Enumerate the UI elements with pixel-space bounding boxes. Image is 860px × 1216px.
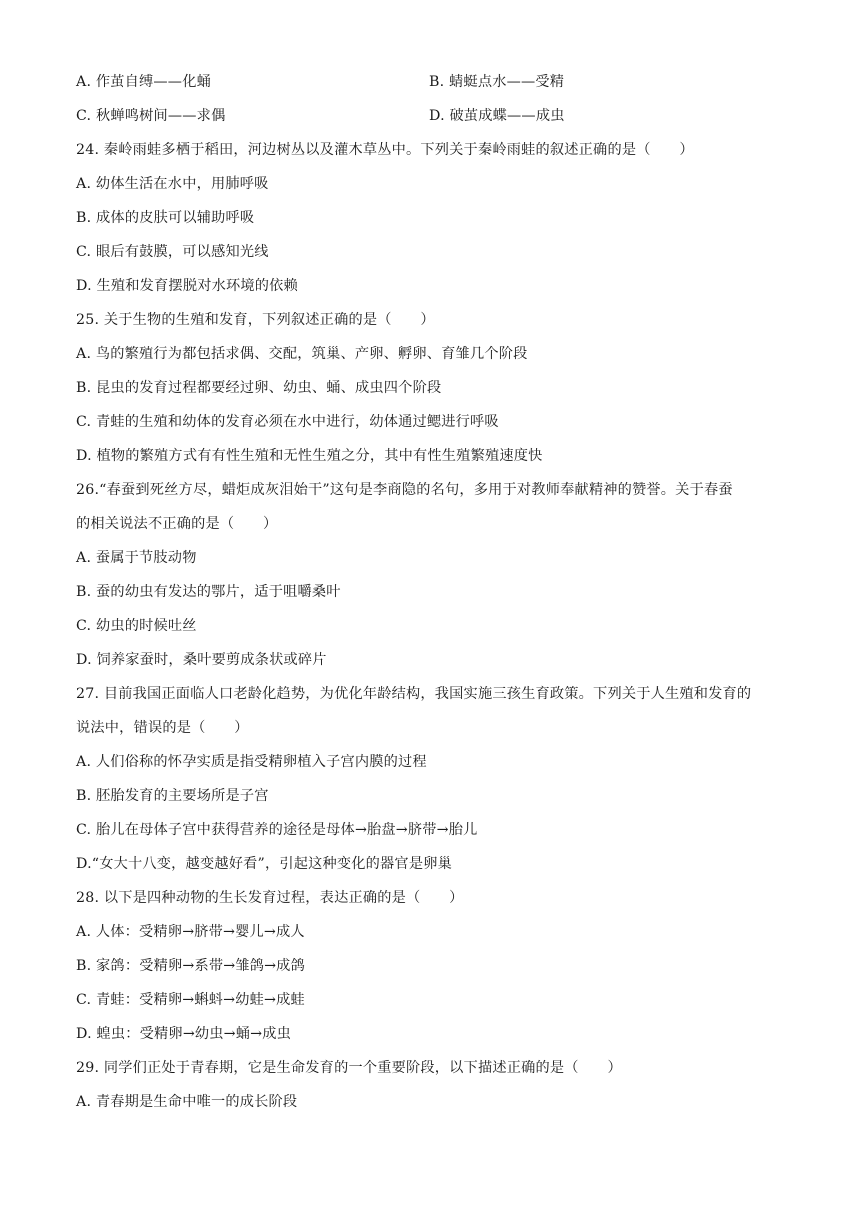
q25-stem: 25. 关于生物的生殖和发育，下列叙述正确的是（ ） — [76, 312, 435, 328]
q28-option-b: B. 家鸽：受精卵→系带→雏鸽→成鸽 — [76, 958, 305, 974]
q28-option-d: D. 蝗虫：受精卵→幼虫→蛹→成虫 — [76, 1026, 292, 1042]
q23-option-d: D. 破茧成蝶——成虫 — [429, 108, 565, 124]
q23-option-c: C. 秋蝉鸣树间——求偶 — [76, 108, 226, 124]
q29-option-a: A. 青春期是生命中唯一的成长阶段 — [76, 1094, 298, 1110]
q26-option-a: A. 蚕属于节肢动物 — [76, 550, 197, 566]
q24-option-c: C. 眼后有鼓膜，可以感知光线 — [76, 244, 269, 260]
q23-option-b: B. 蜻蜓点水——受精 — [429, 74, 565, 90]
q27-stem-line1: 27. 目前我国正面临人口老龄化趋势，为优化年龄结构，我国实施三孩生育政策。下列关于人生殖和发育的 — [76, 686, 752, 702]
q28-stem: 28. 以下是四种动物的生长发育过程，表达正确的是（ ） — [76, 890, 464, 906]
q24-option-b: B. 成体的皮肤可以辅助呼吸 — [76, 210, 255, 226]
q26-option-c: C. 幼虫的时候吐丝 — [76, 618, 197, 634]
q26-option-d: D. 饲养家蚕时，桑叶要剪成条状或碎片 — [76, 652, 327, 668]
q26-stem-line2: 的相关说法不正确的是（ ） — [76, 516, 278, 532]
q25-option-c: C. 青蛙的生殖和幼体的发育必须在水中进行，幼体通过鳃进行呼吸 — [76, 414, 499, 430]
q27-stem-line2: 说法中，错误的是（ ） — [76, 720, 249, 736]
q23-option-a: A. 作茧自缚——化蛹 — [76, 74, 211, 90]
q26-stem-line1: 26.“春蚕到死丝方尽，蜡炬成灰泪始干”这句是李商隐的名句，多用于对教师奉献精神的赞誉。关于春蚕 — [76, 482, 733, 498]
q24-option-a: A. 幼体生活在水中，用肺呼吸 — [76, 176, 269, 192]
q25-option-a: A. 鸟的繁殖行为都包括求偶、交配，筑巢、产卵、孵卵、育雏几个阶段 — [76, 346, 528, 362]
q27-option-a: A. 人们俗称的怀孕实质是指受精卵植入子宫内膜的过程 — [76, 754, 427, 770]
q27-option-b: B. 胚胎发育的主要场所是子宫 — [76, 788, 269, 804]
q26-option-b: B. 蚕的幼虫有发达的鄂片，适于咀嚼桑叶 — [76, 584, 341, 600]
q28-option-c: C. 青蛙：受精卵→蝌蚪→幼蛙→成蛙 — [76, 992, 305, 1008]
q24-option-d: D. 生殖和发育摆脱对水环境的依赖 — [76, 278, 298, 294]
q25-option-d: D. 植物的繁殖方式有有性生殖和无性生殖之分，其中有性生殖繁殖速度快 — [76, 448, 543, 464]
q27-option-c: C. 胎儿在母体子宫中获得营养的途径是母体→胎盘→脐带→胎儿 — [76, 822, 478, 838]
q24-stem: 24. 秦岭雨蛙多栖于稻田，河边树丛以及灌木草丛中。下列关于秦岭雨蛙的叙述正确的是（ ） — [76, 142, 694, 158]
q25-option-b: B. 昆虫的发育过程都要经过卵、幼虫、蛹、成虫四个阶段 — [76, 380, 442, 396]
q29-stem: 29. 同学们正处于青春期，它是生命发育的一个重要阶段，以下描述正确的是（ ） — [76, 1060, 622, 1076]
q27-option-d: D.“女大十八变，越变越好看”，引起这种变化的器官是卵巢 — [76, 856, 452, 872]
q28-option-a: A. 人体：受精卵→脐带→婴儿→成人 — [76, 924, 305, 940]
